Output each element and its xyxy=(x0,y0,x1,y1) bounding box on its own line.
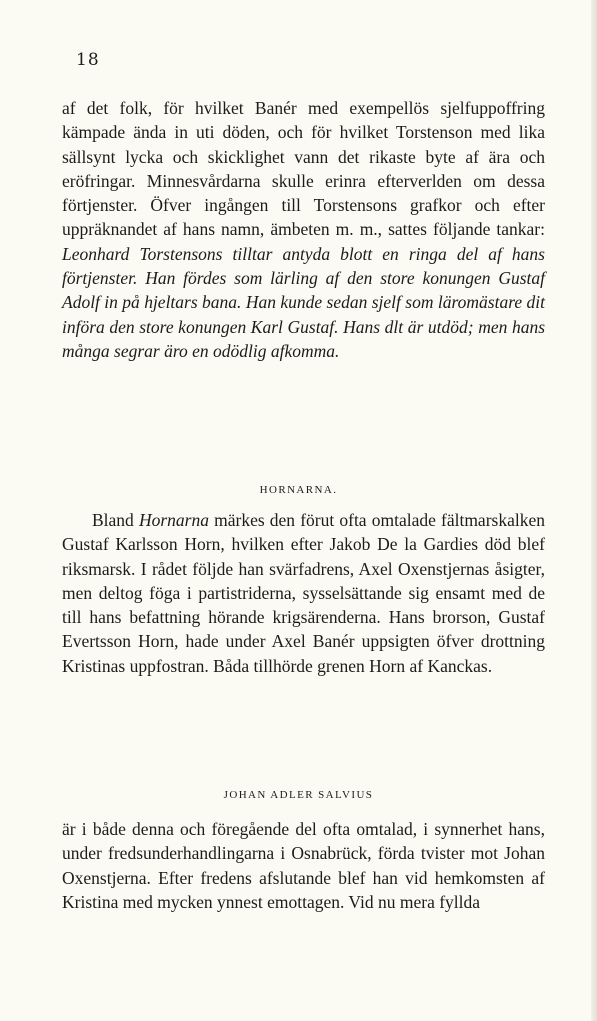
paragraph-text: af det folk, för hvilket Banér med exempellös sjelfuppoffring kämpade ända in uti döden, och för hvilket Torstenson med lika sällsynt lycka och skicklighet vann det rikaste byte af ära och eröfringar. Minnesvårdarna skulle erinra efterverlden om dessa förtjenster. Öfver ingången till Torstensons grafkor och efter uppräknandet af hans namn, ämbeten m. m., sattes följande tankar: xyxy=(62,98,545,240)
section-heading-salvius: JOHAN ADLER SALVIUS xyxy=(223,789,374,801)
paragraph-text: är i både denna och föregående del ofta omtalad, i synnerhet hans, under fredsunderhandlingarna i Osnabrück, förda tvister mot Johan Oxenstjerna. Efter fredens afslutande blef han vid hemkomsten af Kristina med mycken ynnest emottagen. Vid nu mera fyllda xyxy=(62,819,545,912)
paragraph-text-before: Bland xyxy=(92,510,139,530)
paragraph-torstenson xyxy=(62,96,545,363)
epitaph-italic-text: Leonhard Torstensons tilltar antyda blott en ringa del af hans förtjenster. Han fördes som lärling af den store konungen Gustaf Adolf in på hjeltars bana. Han kunde sedan sjelf som läromästare dit införa den store konungen Karl Gustaf. Hans dlt är utdöd; men hans många segrar äro en odödlig afkomma. xyxy=(62,243,545,361)
page-edge-shadow xyxy=(591,0,597,1021)
page-number: 18 xyxy=(76,50,100,70)
italic-name: Hornarna xyxy=(138,510,209,530)
paragraph-salvius xyxy=(62,817,545,914)
section-heading-hornarna: HORNARNA. xyxy=(259,484,338,496)
paragraph-hornarna xyxy=(62,508,545,678)
paragraph-text-after: märkes den förut ofta omtalade fältmarskalken Gustaf Karlsson Horn, hvilken efter Jakob De la Gardies död blef riksmarsk. I rådet följde han svärfadrens, Axel Oxenstjernas åsigter, men deltog föga i partistriderna, sysselsättande sig ensamt med de till hans befattning hörande krigsärenderna. Hans brorson, Gustaf Evertsson Horn, hade under Axel Banér uppsigten öfver drottning Kristinas uppfostran. Båda tillhörde grenen Horn af Kanckas. xyxy=(62,510,545,676)
